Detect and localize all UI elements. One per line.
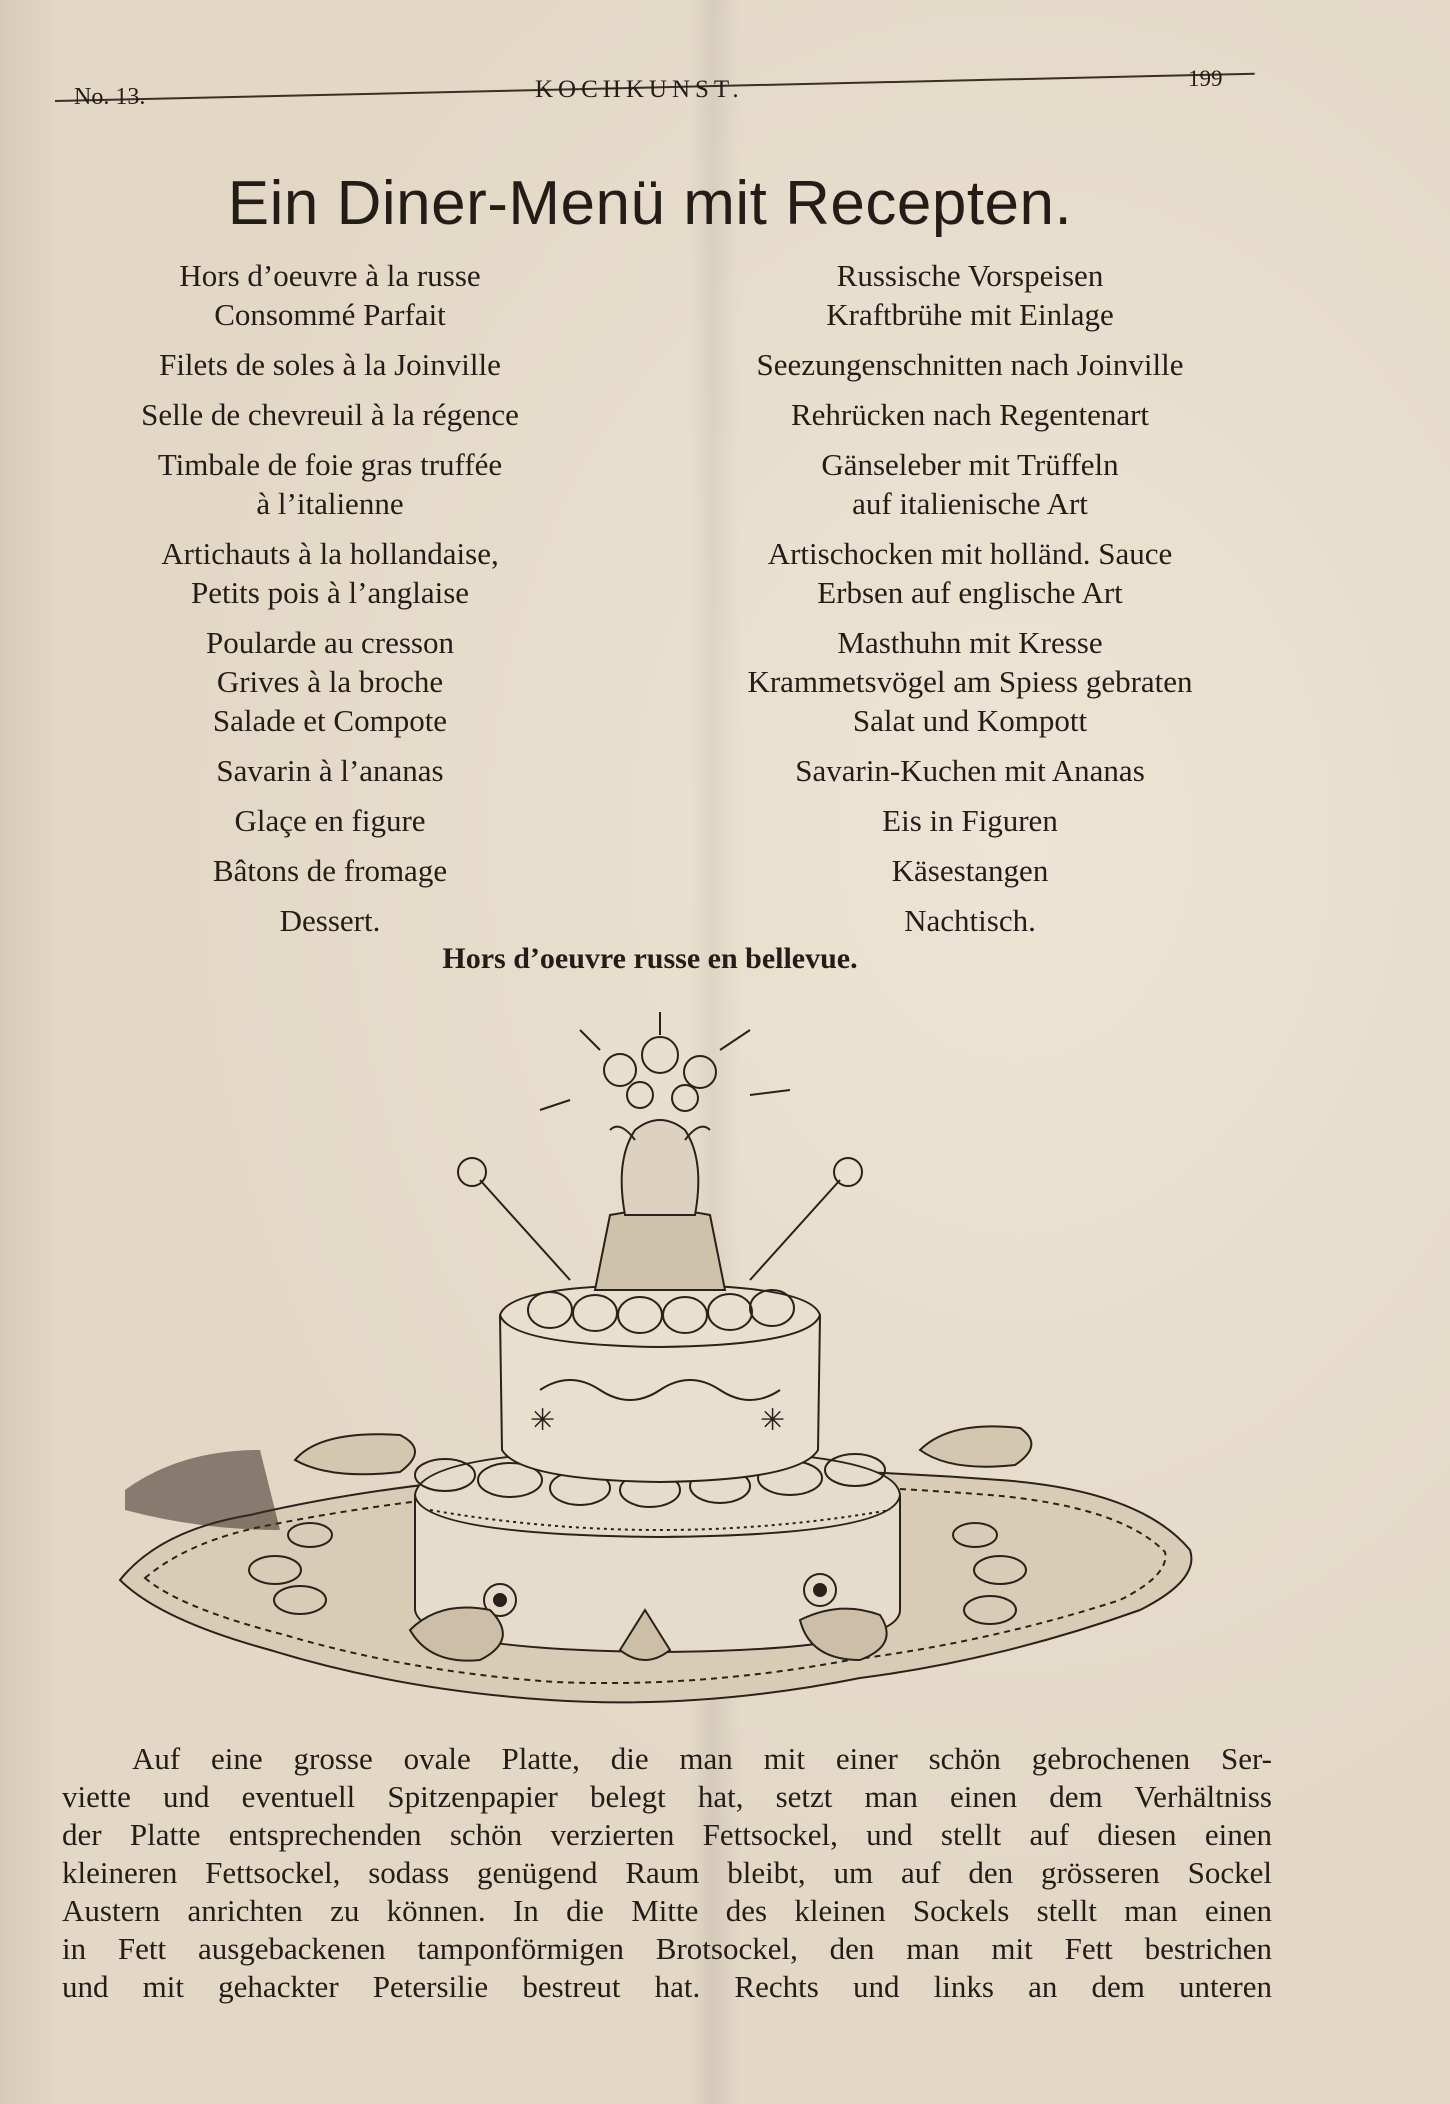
menu-item-de: Kraftbrühe mit Einlage (826, 297, 1114, 332)
recipe-line: und mit gehackter Petersilie bestreut hat. Rechts und links an dem unteren (62, 1969, 1272, 2004)
hors-doeuvre-engraving (100, 1010, 1230, 1730)
recipe-line: viette und eventuell Spitzenpapier belegt hat, setzt man einen dem Verhältniss (62, 1779, 1272, 1814)
menu-item-de: Krammetsvögel am Spiess gebraten (747, 664, 1193, 699)
menu-item-fr: Artichauts à la hollandaise, (161, 536, 499, 571)
menu-item-fr: Hors d’oeuvre à la russe (179, 258, 481, 293)
menu-item-fr: Selle de chevreuil à la régence (141, 397, 519, 432)
svg-text:✳: ✳ (760, 1404, 786, 1437)
menu-item-de: Savarin-Kuchen mit Ananas (795, 753, 1145, 788)
menu-item-de: Salat und Kompott (852, 703, 1088, 738)
menu-item-de: Artischocken mit holländ. Sauce (767, 536, 1173, 571)
issue-number: No. 13. (74, 84, 146, 110)
menu-item-de: Käsestangen (891, 853, 1049, 888)
menu-item-fr: Grives à la broche (216, 664, 444, 699)
menu-item-de: Eis in Figuren (882, 803, 1058, 838)
flower-bouquet (540, 1012, 790, 1111)
running-title: KOCHKUNST. (535, 76, 744, 103)
left-roll (295, 1434, 415, 1474)
svg-text:✳: ✳ (530, 1404, 556, 1437)
recipe-line: Austern anrichten zu können. In die Mitte des kleinen Sockels stellt man einen (62, 1893, 1272, 1928)
menu-item-fr: Consommé Parfait (214, 297, 446, 332)
recipe-line: Auf eine grosse ovale Platte, die man mit einer schön gebrochenen Ser- (132, 1741, 1272, 1776)
vase (622, 1120, 699, 1215)
recipe-body (62, 1740, 1272, 2006)
menu-item-fr: Petits pois à l’anglaise (190, 575, 470, 610)
menu-item-de: Erbsen auf englische Art (817, 575, 1123, 610)
recipe-line: in Fett ausgebackenen tamponförmigen Brotsockel, den man mit Fett bestrichen (62, 1931, 1272, 1966)
menu-item-fr: Filets de soles à la Joinville (159, 347, 501, 382)
menu-item-de: Gänseleber mit Trüffeln (821, 447, 1119, 482)
recipe-title: Hors d’oeuvre russe en bellevue. (442, 942, 858, 975)
menu-item-fr: Poularde au cresson (206, 625, 454, 660)
menu-item-de: Seezungenschnitten nach Joinville (756, 347, 1184, 382)
menu-item-de: Nachtisch. (904, 903, 1036, 938)
menu-item-de: Russische Vorspeisen (836, 258, 1104, 293)
menu-item-fr: à l’italienne (256, 486, 404, 521)
menu-item-de: Rehrücken nach Regentenart (790, 397, 1150, 432)
recipe-line: kleineren Fettsockel, sodass genügend Raum bleibt, um auf den grösseren Sockel (62, 1855, 1272, 1890)
upper-pedestal (500, 1285, 820, 1482)
menu-german-column (690, 256, 1250, 940)
right-roll (920, 1426, 1031, 1466)
page-title: Ein Diner-Menü mit Recepten. (227, 169, 1073, 238)
menu-item-fr: Dessert. (279, 903, 381, 938)
page-number: 199 (1188, 66, 1223, 91)
menu-item-de: Masthuhn mit Kresse (837, 625, 1103, 660)
recipe-line: der Platte entsprechenden schön verzierten Fettsockel, und stellt auf diesen einen (62, 1817, 1272, 1852)
menu-item-fr: Timbale de foie gras truffée (157, 447, 503, 482)
menu-item-fr: Bâtons de fromage (212, 853, 448, 888)
menu-item-fr: Salade et Compote (212, 703, 448, 738)
menu-item-fr: Savarin à l’ananas (216, 753, 444, 788)
bread-socle (595, 1210, 725, 1290)
menu-item-de: auf italienische Art (852, 486, 1088, 521)
menu-french-column (60, 256, 600, 940)
menu-item-fr: Glaçe en figure (234, 803, 426, 838)
